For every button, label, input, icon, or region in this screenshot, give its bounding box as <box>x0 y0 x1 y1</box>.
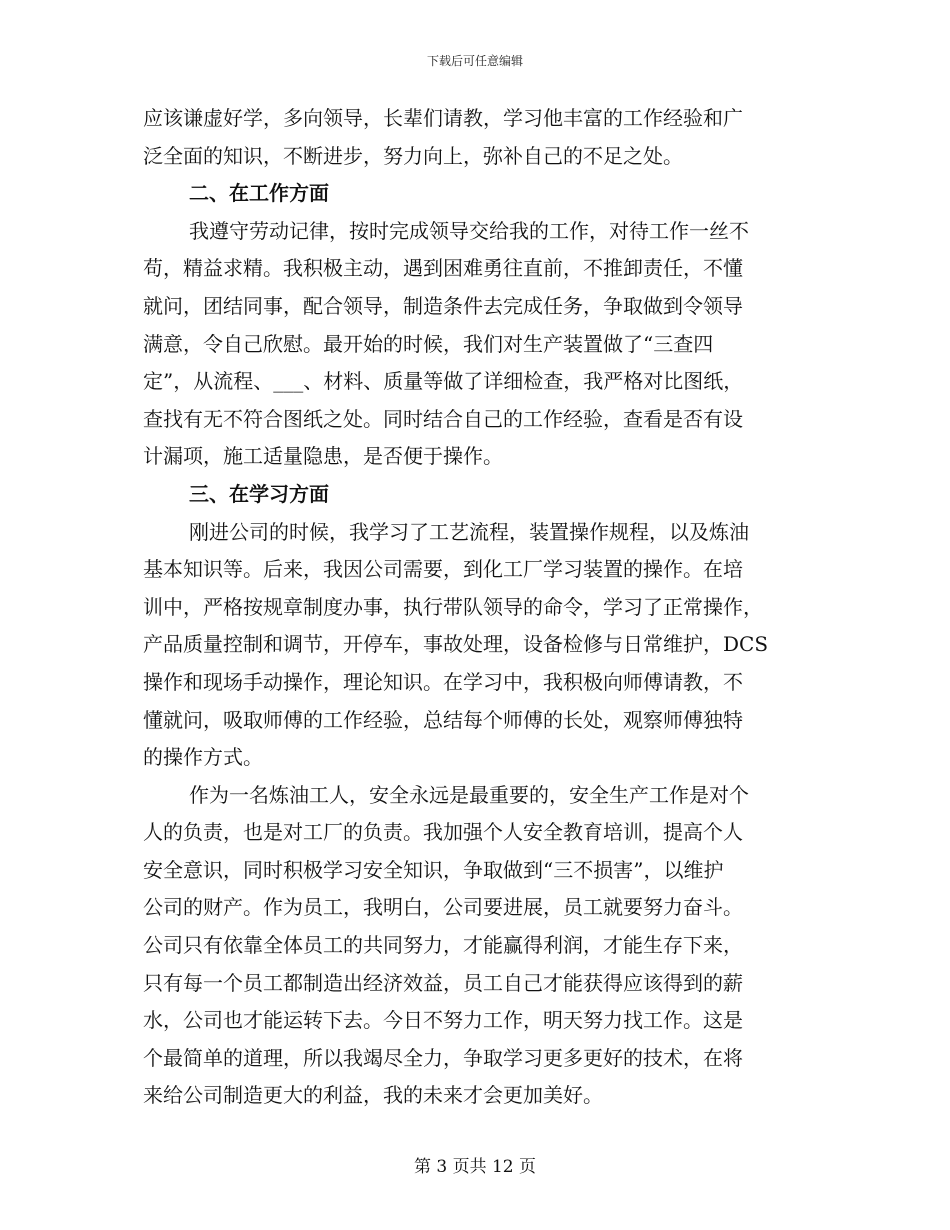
paragraph-line: 泛全面的知识，不断进步，努力向上，弥补自己的不足之处。 <box>143 143 683 168</box>
paragraph-line: 定”，从流程、___、材料、质量等做了详细检查，我严格对比图纸， <box>143 369 744 394</box>
paragraph-line: 操作和现场手动操作，理论知识。在学习中，我积极向师傅请教，不 <box>143 669 743 694</box>
paragraph-line: 满意，令自己欣慰。最开始的时候，我们对生产装置做了“三查四 <box>143 331 714 356</box>
paragraph-line: 查找有无不符合图纸之处。同时结合自己的工作经验，查看是否有设 <box>143 406 743 431</box>
paragraph-line: 作为一名炼油工人，安全永远是最重要的，安全生产工作是对个 <box>189 782 749 807</box>
page-number: 第 3 页共 12 页 <box>413 1157 537 1177</box>
page-header-note: 下载后可任意编辑 <box>426 54 523 68</box>
section-heading-study: 三、在学习方面 <box>189 481 329 506</box>
paragraph-line: 来给公司制造更大的利益，我的未来才会更加美好。 <box>143 1083 603 1108</box>
paragraph-line: 的操作方式。 <box>143 745 263 770</box>
paragraph-line: 刚进公司的时候，我学习了工艺流程，装置操作规程，以及炼油 <box>189 519 749 544</box>
paragraph-line: 公司的财产。作为员工，我明白，公司要进展，员工就要努力奋斗。 <box>143 895 743 920</box>
document-body <box>143 100 803 1115</box>
paragraph-line: 个最简单的道理，所以我竭尽全力，争取学习更多更好的技术，在将 <box>143 1045 743 1070</box>
paragraph-line: 苟，精益求精。我积极主动，遇到困难勇往直前，不推卸责任，不懂 <box>143 256 743 281</box>
paragraph-line: 水，公司也才能运转下去。今日不努力工作，明天努力找工作。这是 <box>143 1008 743 1033</box>
paragraph-line: 基本知识等。后来，我因公司需要，到化工厂学习装置的操作。在培 <box>143 557 743 582</box>
paragraph-line: 只有每一个员工都制造出经济效益，员工自己才能获得应该得到的薪 <box>143 970 743 995</box>
section-heading-work: 二、在工作方面 <box>189 181 329 206</box>
paragraph-line: 计漏项，施工适量隐患，是否便于操作。 <box>143 444 503 469</box>
paragraph-line: 公司只有依靠全体员工的共同努力，才能赢得利润，才能生存下来， <box>143 933 743 958</box>
paragraph-line: 我遵守劳动记律，按时完成领导交给我的工作，对待工作一丝不 <box>189 218 749 243</box>
paragraph-line: 就问，团结同事，配合领导，制造条件去完成任务，争取做到令领导 <box>143 293 743 318</box>
paragraph-line: 懂就问，吸取师傅的工作经验，总结每个师傅的长处，观察师傅独特 <box>143 707 743 732</box>
paragraph-line: 应该谦虚好学，多向领导，长辈们请教，学习他丰富的工作经验和广 <box>143 106 743 130</box>
paragraph-line: 安全意识，同时积极学习安全知识，争取做到“三不损害”，以维护 <box>143 857 724 882</box>
paragraph-line: 产品质量控制和调节，开停车，事故处理，设备检修与日常维护，DCS <box>143 632 769 657</box>
paragraph-line: 人的负责，也是对工厂的负责。我加强个人安全教育培训，提高个人 <box>143 820 743 845</box>
paragraph-line: 训中，严格按规章制度办事，执行带队领导的命令，学习了正常操作， <box>143 594 763 619</box>
